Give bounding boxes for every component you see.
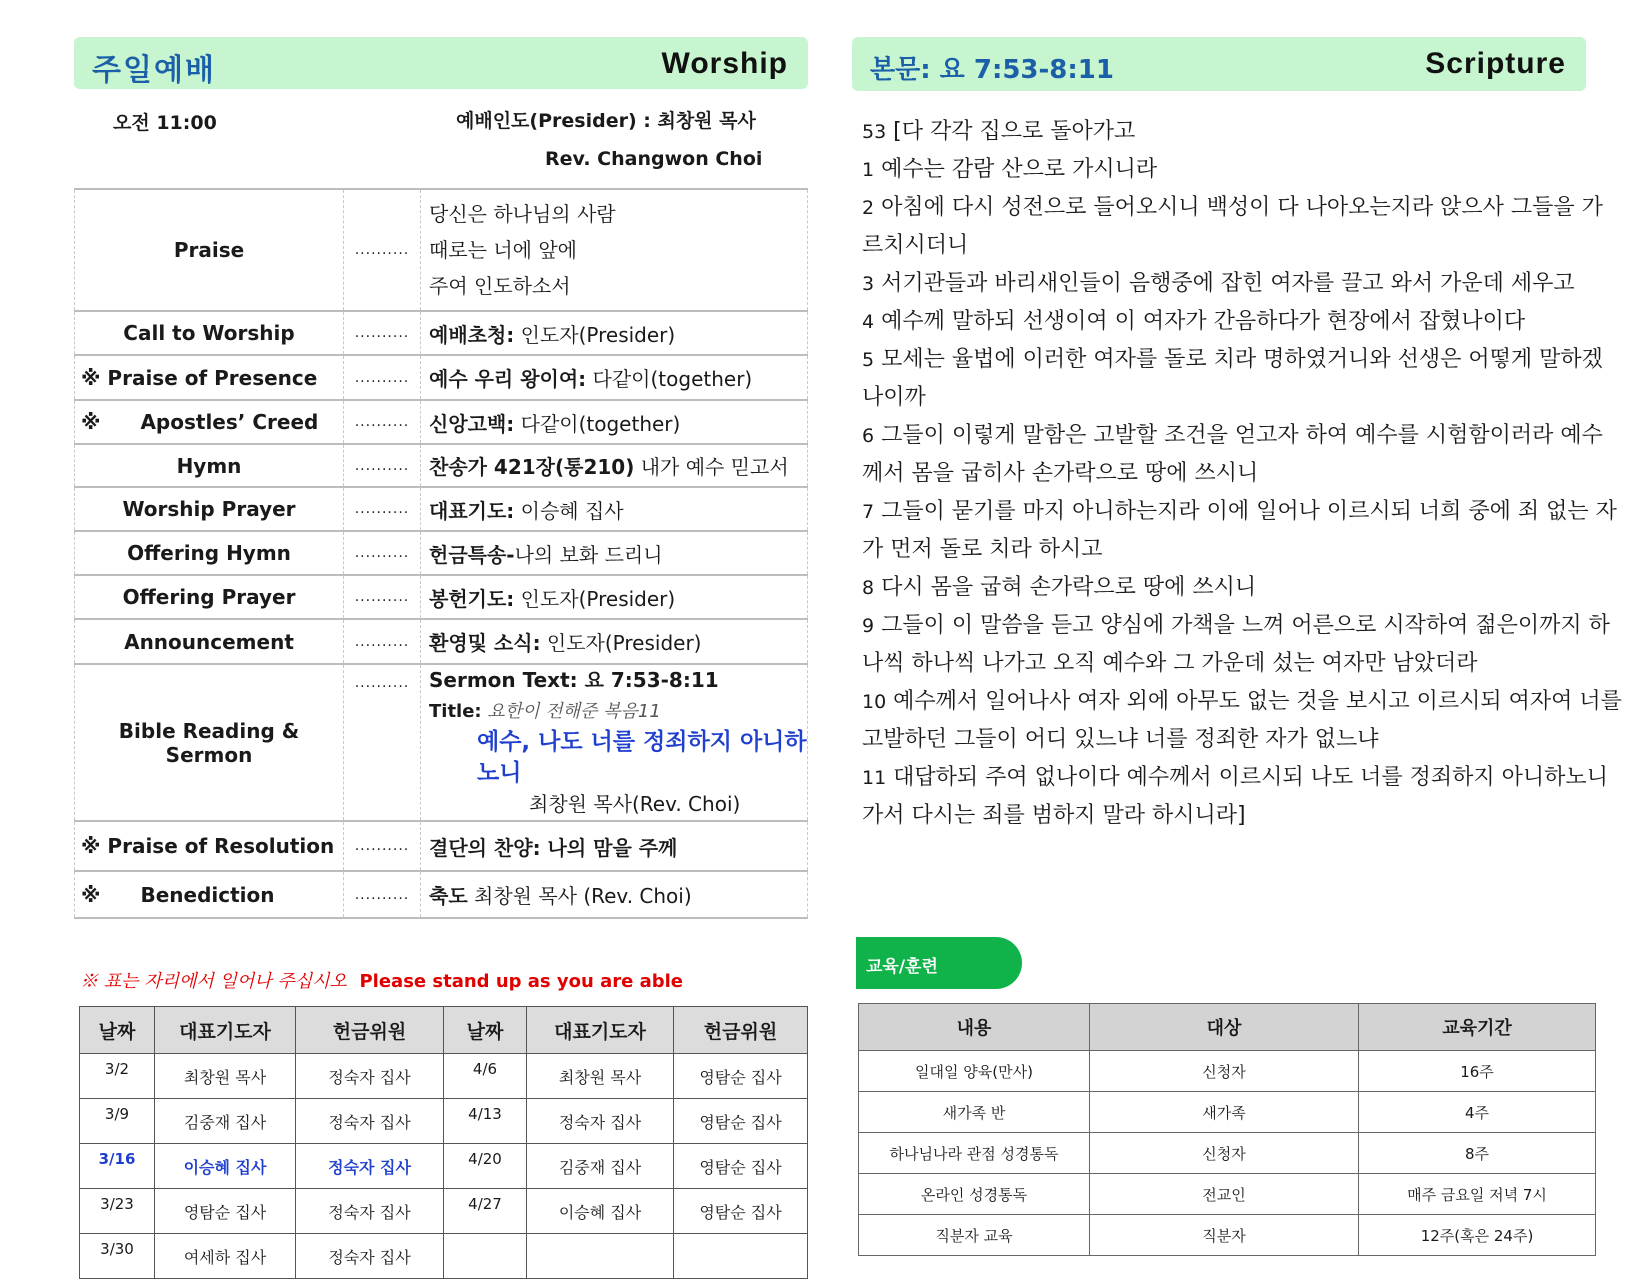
roster-cell: 영탐순 집사 xyxy=(674,1144,808,1189)
leader-dots: .......... xyxy=(344,821,421,871)
leader-dots: .......... xyxy=(344,189,421,311)
order-label: Worship Prayer xyxy=(75,487,344,531)
table-row xyxy=(80,1234,808,1279)
roster-cell: 4/6 xyxy=(444,1054,527,1099)
praise-songs xyxy=(421,189,808,311)
order-detail: 예수 우리 왕이여: 다같이(together) xyxy=(421,355,808,400)
order-label: Bible Reading & Sermon xyxy=(75,664,344,821)
verse: 1 예수는 감람 산으로 가시니라 xyxy=(862,157,1158,182)
roster-cell: 이승혜 집사 xyxy=(527,1189,674,1234)
roster-cell: 4/20 xyxy=(444,1144,527,1189)
roster-cell: 김중재 집사 xyxy=(527,1144,674,1189)
order-label: Announcement xyxy=(75,619,344,664)
verse: 53 [다 각각 집으로 돌아가고 xyxy=(862,119,1136,144)
education-table xyxy=(858,1003,1596,1256)
roster-header: 날짜 xyxy=(80,1007,155,1054)
roster-cell: 3/16 xyxy=(80,1144,155,1189)
order-detail: 대표기도: 이승혜 집사 xyxy=(421,487,808,531)
order-detail: 결단의 찬양: 나의 맘을 주께 xyxy=(421,821,808,871)
verse: 6 그들이 이렇게 말함은 고발할 조건을 얻고자 하여 예수를 시험함이러라 예수께서 몸을 굽히사 손가락으로 땅에 쓰시니 xyxy=(862,423,1603,486)
roster-cell: 4/13 xyxy=(444,1099,527,1144)
order-row xyxy=(75,821,808,871)
roster-cell: 영탐순 집사 xyxy=(674,1189,808,1234)
verse: 4 예수께 말하되 선생이여 이 여자가 간음하다가 현장에서 잡혔나이다 xyxy=(862,309,1526,334)
leader-dots: .......... xyxy=(344,575,421,619)
sermon-detail xyxy=(421,664,808,821)
leader-dots: .......... xyxy=(344,871,421,918)
leader-dots: .......... xyxy=(344,619,421,664)
praise-song: 당신은 하나님의 사람 xyxy=(429,202,616,226)
table-row-current xyxy=(80,1144,808,1189)
scripture-header-bar xyxy=(852,37,1586,91)
education-cell: 하나님나라 관점 성경통독 xyxy=(859,1133,1090,1174)
roster-header: 대표기도자 xyxy=(155,1007,296,1054)
roster-cell: 정숙자 집사 xyxy=(296,1189,444,1234)
praise-song: 때로는 너에 앞에 xyxy=(429,238,577,262)
leader-dots: .......... xyxy=(344,311,421,355)
roster-cell: 영탐순 집사 xyxy=(155,1189,296,1234)
order-row xyxy=(75,531,808,575)
roster-cell xyxy=(674,1234,808,1279)
worship-title-kr: 주일예배 xyxy=(92,53,216,88)
scripture-text xyxy=(862,113,1622,835)
order-row xyxy=(75,575,808,619)
roster-cell: 4/27 xyxy=(444,1189,527,1234)
order-label: ※ Benediction xyxy=(75,871,344,918)
table-row xyxy=(80,1054,808,1099)
roster-header: 대표기도자 xyxy=(527,1007,674,1054)
order-label: ※ Apostles’ Creed xyxy=(75,400,344,444)
roster-cell: 정숙자 집사 xyxy=(527,1099,674,1144)
table-row xyxy=(859,1215,1596,1256)
education-cell: 매주 금요일 저녁 7시 xyxy=(1359,1174,1596,1215)
roster-cell: 이승혜 집사 xyxy=(155,1144,296,1189)
order-row xyxy=(75,487,808,531)
verse: 11 대답하되 주여 없나이다 예수께서 이르시되 나도 너를 정죄하지 아니하노니 가서 다시는 죄를 범하지 말라 하시니라] xyxy=(862,765,1608,828)
order-row-sermon xyxy=(75,664,808,821)
roster-cell xyxy=(444,1234,527,1279)
roster-header: 날짜 xyxy=(444,1007,527,1054)
education-cell: 직분자 교육 xyxy=(859,1215,1090,1256)
order-row xyxy=(75,444,808,487)
roster-cell xyxy=(527,1234,674,1279)
education-header: 교육기간 xyxy=(1359,1004,1596,1051)
order-row xyxy=(75,619,808,664)
verse: 5 모세는 율법에 이러한 여자를 돌로 치라 명하였거니와 선생은 어떻게 말하겠나이까 xyxy=(862,347,1603,410)
order-detail: 신앙고백: 다같이(together) xyxy=(421,400,808,444)
roster-cell: 3/9 xyxy=(80,1099,155,1144)
education-header: 대상 xyxy=(1090,1004,1359,1051)
education-tab xyxy=(856,937,1022,989)
leader-dots: .......... xyxy=(344,531,421,575)
education-cell: 4주 xyxy=(1359,1092,1596,1133)
leader-dots: .......... xyxy=(344,400,421,444)
roster-cell: 영탐순 집사 xyxy=(674,1099,808,1144)
order-detail: 예배초청: 인도자(Presider) xyxy=(421,311,808,355)
roster-cell: 김중재 집사 xyxy=(155,1099,296,1144)
roster-cell: 3/2 xyxy=(80,1054,155,1099)
order-detail: 헌금특송-나의 보화 드리니 xyxy=(421,531,808,575)
order-label: Call to Worship xyxy=(75,311,344,355)
table-row xyxy=(859,1174,1596,1215)
verse: 3 서기관들과 바리새인들이 음행중에 잡힌 여자를 끌고 와서 가운데 세우고 xyxy=(862,271,1575,296)
leader-dots: .......... xyxy=(344,355,421,400)
roster-cell: 여세하 집사 xyxy=(155,1234,296,1279)
standup-note-en: Please stand up as you are able xyxy=(359,971,684,992)
verse: 10 예수께서 일어나사 여자 외에 아무도 없는 것을 보시고 이르시되 여자여 너를 고발하던 그들이 어디 있느냐 너를 정죄한 자가 없느냐 xyxy=(862,689,1622,752)
order-detail: 축도 최창원 목사 (Rev. Choi) xyxy=(421,871,808,918)
education-cell: 8주 xyxy=(1359,1133,1596,1174)
roster-header: 헌금위원 xyxy=(674,1007,808,1054)
sermon-text: Sermon Text: 요 7:53-8:11 xyxy=(429,668,719,692)
order-detail: 봉헌기도: 인도자(Presider) xyxy=(421,575,808,619)
sermon-title-line: Title: 요한이 전해준 복음11 xyxy=(429,701,661,722)
education-cell: 온라인 성경통독 xyxy=(859,1174,1090,1215)
education-cell: 12주(혹은 24주) xyxy=(1359,1215,1596,1256)
verse: 7 그들이 묻기를 마지 아니하는지라 이에 일어나 이르시되 너희 중에 죄 없는 자가 먼저 돌로 치라 하시고 xyxy=(862,499,1617,562)
education-cell: 새가족 xyxy=(1090,1092,1359,1133)
standup-note xyxy=(80,967,683,993)
standup-note-kr: ※ 표는 자리에서 일어나 주십시오 xyxy=(80,971,347,992)
order-label: Offering Hymn xyxy=(75,531,344,575)
presider-kr: 예배인도(Presider) : 최창원 목사 xyxy=(456,110,756,132)
order-label: Hymn xyxy=(75,444,344,487)
worship-header-bar xyxy=(74,37,808,89)
roster-cell: 정숙자 집사 xyxy=(296,1144,444,1189)
roster-header: 헌금위원 xyxy=(296,1007,444,1054)
presider-en: Rev. Changwon Choi xyxy=(545,148,763,170)
leader-dots: .......... xyxy=(344,487,421,531)
worship-title-en: Worship xyxy=(661,47,788,80)
education-cell: 전교인 xyxy=(1090,1174,1359,1215)
table-row xyxy=(80,1189,808,1234)
roster-cell: 최창원 목사 xyxy=(527,1054,674,1099)
roster-cell: 3/30 xyxy=(80,1234,155,1279)
order-of-worship-table xyxy=(74,188,808,919)
education-cell: 신청자 xyxy=(1090,1051,1359,1092)
verse: 9 그들이 이 말씀을 듣고 양심에 가책을 느껴 어른으로 시작하여 젊은이까지 하나씩 하나씩 나가고 오직 예수와 그 가운데 섰는 여자만 남았더라 xyxy=(862,613,1610,676)
roster-cell: 정숙자 집사 xyxy=(296,1099,444,1144)
order-row xyxy=(75,400,808,444)
table-row xyxy=(859,1092,1596,1133)
education-cell: 새가족 반 xyxy=(859,1092,1090,1133)
order-label: ※ Praise of Presence xyxy=(75,355,344,400)
roster-cell: 최창원 목사 xyxy=(155,1054,296,1099)
roster-cell: 영탐순 집사 xyxy=(674,1054,808,1099)
order-label: ※ Praise of Resolution xyxy=(75,821,344,871)
order-row xyxy=(75,871,808,918)
roster-cell: 정숙자 집사 xyxy=(296,1234,444,1279)
service-time: 오전 11:00 xyxy=(113,112,217,134)
order-label: Praise xyxy=(75,189,344,311)
order-row-praise xyxy=(75,189,808,311)
order-row xyxy=(75,355,808,400)
order-row xyxy=(75,311,808,355)
scripture-title-kr: 본문: 요 7:53-8:11 xyxy=(870,55,1114,85)
table-row xyxy=(859,1133,1596,1174)
verse: 2 아침에 다시 성전으로 들어오시니 백성이 다 나아오는지라 앉으사 그들을 가르치시더니 xyxy=(862,195,1603,258)
prayer-offering-roster xyxy=(79,1006,808,1279)
verse: 8 다시 몸을 굽혀 손가락으로 땅에 쓰시니 xyxy=(862,575,1257,600)
order-label: Offering Prayer xyxy=(75,575,344,619)
sermon-title: 예수, 나도 너를 정죄하지 아니하노니 xyxy=(477,729,807,786)
education-cell: 16주 xyxy=(1359,1051,1596,1092)
education-tab-label: 교육/훈련 xyxy=(866,957,938,977)
preacher: 최창원 목사(Rev. Choi) xyxy=(529,792,741,816)
table-row xyxy=(80,1099,808,1144)
education-cell: 신청자 xyxy=(1090,1133,1359,1174)
education-header-row xyxy=(859,1004,1596,1051)
praise-song: 주여 인도하소서 xyxy=(429,274,571,298)
scripture-title-en: Scripture xyxy=(1425,47,1566,80)
roster-header-row xyxy=(80,1007,808,1054)
roster-cell: 정숙자 집사 xyxy=(296,1054,444,1099)
roster-cell: 3/23 xyxy=(80,1189,155,1234)
table-row xyxy=(859,1051,1596,1092)
education-cell: 직분자 xyxy=(1090,1215,1359,1256)
education-header: 내용 xyxy=(859,1004,1090,1051)
order-detail: 환영및 소식: 인도자(Presider) xyxy=(421,619,808,664)
leader-dots: .......... xyxy=(344,444,421,487)
order-detail: 찬송가 421장(통210) 내가 예수 믿고서 xyxy=(421,444,808,487)
education-cell: 일대일 양육(만사) xyxy=(859,1051,1090,1092)
leader-dots: .......... xyxy=(344,664,421,821)
